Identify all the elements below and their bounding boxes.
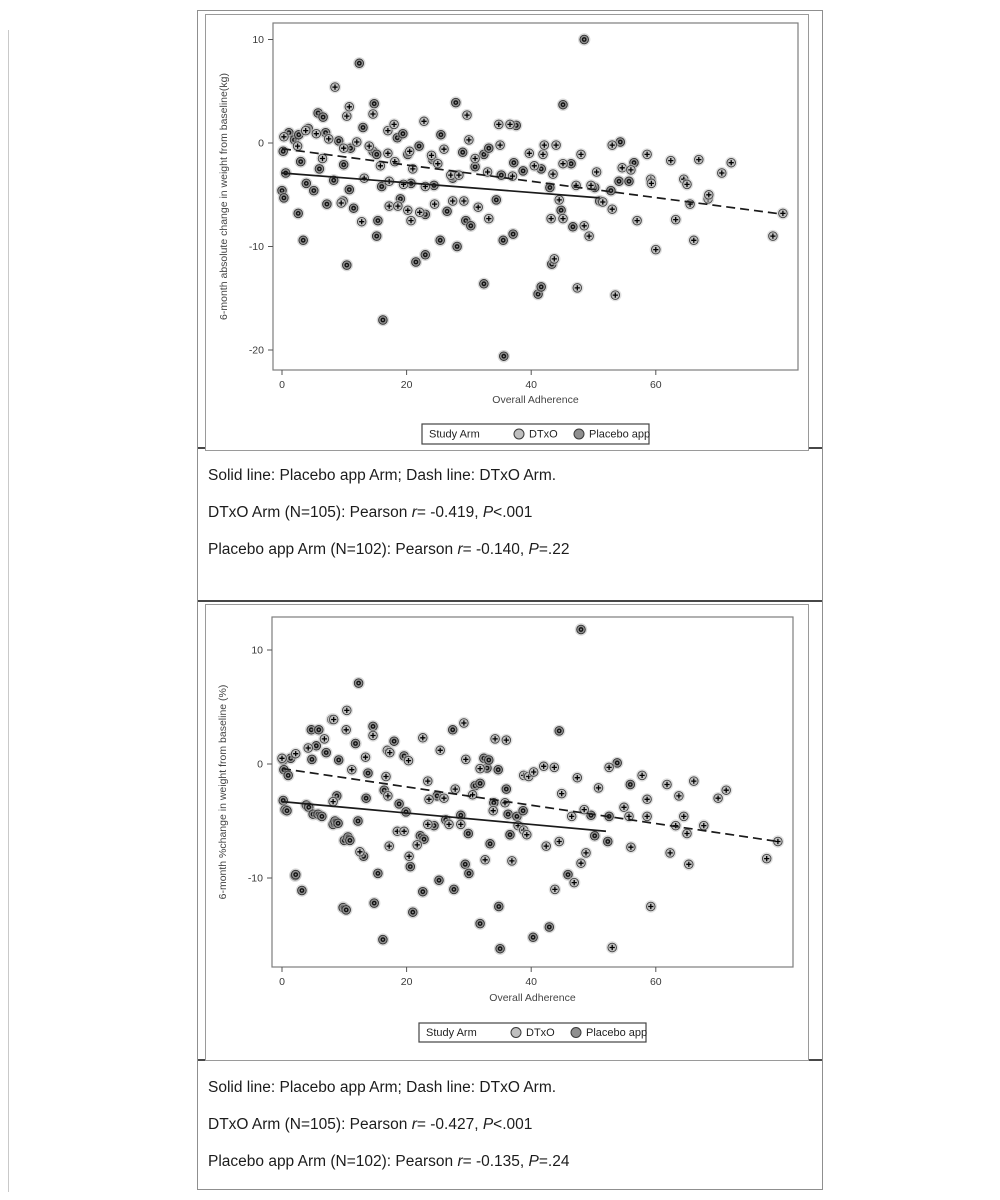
data-point-dtxo xyxy=(528,160,540,172)
x-tick-label: 60 xyxy=(649,379,662,391)
data-point-dtxo xyxy=(540,840,552,852)
data-point-dtxo xyxy=(351,136,363,148)
data-point-dtxo xyxy=(583,230,595,242)
data-point-dtxo xyxy=(625,164,637,176)
legend-marker-dtxo xyxy=(514,429,524,439)
data-point-dtxo xyxy=(494,139,506,151)
data-point-placebo xyxy=(352,815,364,827)
data-point-placebo xyxy=(553,725,565,737)
data-point-placebo xyxy=(316,810,328,822)
legend-title: Study Arm xyxy=(426,1027,477,1039)
data-point-dtxo xyxy=(423,793,435,805)
data-point-dtxo xyxy=(650,243,662,255)
data-point-dtxo xyxy=(716,167,728,179)
data-point-dtxo xyxy=(661,778,673,790)
data-point-placebo xyxy=(357,121,369,133)
data-point-placebo xyxy=(465,220,477,232)
data-point-placebo xyxy=(474,777,486,789)
data-point-dtxo xyxy=(550,139,562,151)
legend-marker-dtxo xyxy=(511,1028,521,1038)
data-point-dtxo xyxy=(641,793,653,805)
data-point-placebo xyxy=(352,677,364,689)
data-point-placebo xyxy=(448,883,460,895)
data-point-placebo xyxy=(508,157,520,169)
data-point-placebo xyxy=(578,33,590,45)
data-point-placebo xyxy=(317,111,329,123)
data-point-dtxo xyxy=(606,203,618,215)
y-tick-label: 10 xyxy=(252,34,264,46)
data-point-dtxo xyxy=(688,234,700,246)
x-tick-label: 60 xyxy=(649,976,662,988)
data-point-placebo xyxy=(278,192,290,204)
x-axis-title: Overall Adherence xyxy=(489,992,576,1004)
data-point-dtxo xyxy=(318,733,330,745)
data-point-placebo xyxy=(527,931,539,943)
data-point-placebo xyxy=(490,194,502,206)
data-point-dtxo xyxy=(404,145,416,157)
data-point-placebo xyxy=(306,753,318,765)
scatter-plot-weight-kg xyxy=(205,14,809,451)
data-point-placebo xyxy=(493,900,505,912)
data-point-dtxo xyxy=(276,752,288,764)
data-point-placebo xyxy=(344,834,356,846)
data-point-dtxo xyxy=(523,147,535,159)
data-point-placebo xyxy=(417,886,429,898)
data-point-dtxo xyxy=(545,212,557,224)
data-point-dtxo xyxy=(458,195,470,207)
data-point-dtxo xyxy=(340,724,352,736)
data-point-dtxo xyxy=(592,782,604,794)
data-point-dtxo xyxy=(641,148,653,160)
data-point-dtxo xyxy=(388,118,400,130)
x-tick-label: 0 xyxy=(279,379,285,391)
data-point-dtxo xyxy=(447,195,459,207)
data-point-dtxo xyxy=(302,742,314,754)
data-point-dtxo xyxy=(414,206,426,218)
data-point-dtxo xyxy=(463,134,475,146)
data-point-placebo xyxy=(308,184,320,196)
data-point-placebo xyxy=(602,835,614,847)
data-point-dtxo xyxy=(328,713,340,725)
caption-line: DTxO Arm (N=105): Pearson r= -0.427, P<.001 xyxy=(208,1116,533,1133)
data-point-placebo xyxy=(295,155,307,167)
data-point-dtxo xyxy=(397,178,409,190)
data-point-dtxo xyxy=(479,854,491,866)
data-point-placebo xyxy=(372,214,384,226)
data-point-placebo xyxy=(377,314,389,326)
data-point-dtxo xyxy=(575,148,587,160)
data-point-dtxo xyxy=(548,253,560,265)
data-point-dtxo xyxy=(703,189,715,201)
data-point-dtxo xyxy=(483,212,495,224)
y-tick-label: 0 xyxy=(258,137,264,150)
data-point-dtxo xyxy=(469,152,481,164)
data-point-dtxo xyxy=(323,133,335,145)
data-point-placebo xyxy=(338,159,350,171)
data-point-dtxo xyxy=(411,839,423,851)
data-point-placebo xyxy=(407,906,419,918)
data-point-dtxo xyxy=(474,762,486,774)
data-point-dtxo xyxy=(521,829,533,841)
data-point-dtxo xyxy=(606,139,618,151)
scatter-plot-weight-pct xyxy=(205,604,809,1061)
data-point-placebo xyxy=(535,281,547,293)
data-point-dtxo xyxy=(568,876,580,888)
data-point-dtxo xyxy=(688,775,700,787)
data-point-dtxo xyxy=(557,212,569,224)
data-point-dtxo xyxy=(428,198,440,210)
plot1-cell xyxy=(198,11,822,449)
y-axis-title: 6-month %change in weight from baseline (%) xyxy=(217,684,229,900)
data-point-placebo xyxy=(321,198,333,210)
data-point-placebo xyxy=(543,921,555,933)
x-tick-label: 0 xyxy=(279,976,285,988)
data-point-dtxo xyxy=(443,818,455,830)
plot2-cell xyxy=(198,602,822,1061)
data-point-placebo xyxy=(451,240,463,252)
data-point-dtxo xyxy=(693,153,705,165)
data-point-dtxo xyxy=(380,770,392,782)
data-point-placebo xyxy=(478,278,490,290)
page-left-border xyxy=(8,30,9,1192)
data-point-placebo xyxy=(447,724,459,736)
data-point-placebo xyxy=(368,897,380,909)
data-point-dtxo xyxy=(538,760,550,772)
x-tick-label: 40 xyxy=(525,379,538,391)
data-point-dtxo xyxy=(354,846,366,858)
y-tick-label: 10 xyxy=(251,644,263,657)
data-point-dtxo xyxy=(363,140,375,152)
data-point-dtxo xyxy=(493,118,505,130)
data-point-dtxo xyxy=(398,825,410,837)
data-point-dtxo xyxy=(500,734,512,746)
data-point-dtxo xyxy=(603,761,615,773)
data-point-dtxo xyxy=(538,139,550,151)
data-point-dtxo xyxy=(346,764,358,776)
data-point-placebo xyxy=(492,764,504,776)
data-point-dtxo xyxy=(665,154,677,166)
data-point-placebo xyxy=(433,874,445,886)
data-point-dtxo xyxy=(506,170,518,182)
data-point-placebo xyxy=(435,129,447,141)
data-point-dtxo xyxy=(767,230,779,242)
data-point-dtxo xyxy=(300,124,312,136)
data-point-dtxo xyxy=(383,840,395,852)
x-tick-label: 20 xyxy=(400,379,413,391)
data-point-placebo xyxy=(495,169,507,181)
data-point-dtxo xyxy=(418,115,430,127)
data-point-dtxo xyxy=(684,198,696,210)
data-point-placebo xyxy=(457,146,469,158)
data-point-placebo xyxy=(353,57,365,69)
data-point-dtxo xyxy=(489,733,501,745)
y-tick-label: 0 xyxy=(257,758,263,771)
y-axis-title: 6-month absolute change in weight from baseline(kg) xyxy=(218,73,230,320)
data-point-dtxo xyxy=(460,753,472,765)
data-point-placebo xyxy=(362,767,374,779)
data-point-dtxo xyxy=(631,214,643,226)
data-point-dtxo xyxy=(419,180,431,192)
data-point-placebo xyxy=(517,165,529,177)
figure-table xyxy=(197,10,823,1190)
data-point-dtxo xyxy=(547,168,559,180)
data-point-placebo xyxy=(360,792,372,804)
data-point-placebo xyxy=(320,746,332,758)
x-axis-title: Overall Adherence xyxy=(492,394,579,406)
data-point-dtxo xyxy=(681,178,693,190)
data-point-dtxo xyxy=(358,172,370,184)
data-point-dtxo xyxy=(580,847,592,859)
legend-label-placebo: Placebo app xyxy=(589,428,651,441)
y-tick-label: -10 xyxy=(248,241,264,253)
data-point-placebo xyxy=(371,230,383,242)
data-point-dtxo xyxy=(556,787,568,799)
data-point-dtxo xyxy=(290,748,302,760)
data-point-dtxo xyxy=(367,729,379,741)
data-point-placebo xyxy=(557,99,569,111)
data-point-placebo xyxy=(483,142,495,154)
legend-title: Study Arm xyxy=(429,428,480,441)
data-point-dtxo xyxy=(367,108,379,120)
data-point-dtxo xyxy=(673,790,685,802)
data-point-dtxo xyxy=(359,751,371,763)
data-point-dtxo xyxy=(343,101,355,113)
data-point-dtxo xyxy=(417,732,429,744)
data-point-dtxo xyxy=(389,155,401,167)
legend-label-dtxo: DTxO xyxy=(526,1027,555,1039)
caption-line: Solid line: Placebo app Arm; Dash line: DTxO Arm. xyxy=(208,1079,557,1096)
data-point-placebo xyxy=(340,904,352,916)
data-point-dtxo xyxy=(461,109,473,121)
data-point-dtxo xyxy=(458,717,470,729)
data-point-placebo xyxy=(332,817,344,829)
data-point-dtxo xyxy=(422,818,434,830)
data-point-dtxo xyxy=(466,789,478,801)
data-point-placebo xyxy=(474,917,486,929)
data-point-dtxo xyxy=(403,850,415,862)
plot-frame xyxy=(273,23,798,370)
data-point-dtxo xyxy=(382,790,394,802)
caption-block-2 xyxy=(198,1061,822,1185)
data-point-placebo xyxy=(419,249,431,261)
data-point-placebo xyxy=(494,943,506,955)
data-point-placebo xyxy=(347,202,359,214)
data-point-dtxo xyxy=(329,81,341,93)
data-point-placebo xyxy=(277,145,289,157)
data-point-dtxo xyxy=(384,746,396,758)
data-point-dtxo xyxy=(278,131,290,143)
data-point-dtxo xyxy=(777,207,789,219)
data-point-dtxo xyxy=(310,128,322,140)
data-point-placebo xyxy=(450,96,462,108)
data-point-placebo xyxy=(333,754,345,766)
y-tick-label: -20 xyxy=(248,344,264,357)
caption-line: Solid line: Placebo app Arm; Dash line: DTxO Arm. xyxy=(208,467,557,484)
data-point-placebo xyxy=(624,778,636,790)
data-point-dtxo xyxy=(356,216,368,228)
data-point-dtxo xyxy=(487,805,499,817)
data-point-dtxo xyxy=(549,883,561,895)
data-point-placebo xyxy=(297,234,309,246)
caption-line: Placebo app Arm (N=102): Pearson r= -0.140, P=.22 xyxy=(208,541,570,558)
data-point-dtxo xyxy=(670,213,682,225)
caption-line: DTxO Arm (N=105): Pearson r= -0.419, P<.001 xyxy=(208,504,533,521)
data-point-placebo xyxy=(281,805,293,817)
legend-label-placebo: Placebo app xyxy=(586,1027,648,1039)
data-point-placebo xyxy=(343,183,355,195)
data-point-placebo xyxy=(507,228,519,240)
data-point-placebo xyxy=(567,221,579,233)
data-point-dtxo xyxy=(402,754,414,766)
data-point-placebo xyxy=(282,769,294,781)
data-point-dtxo xyxy=(571,772,583,784)
data-point-placebo xyxy=(434,234,446,246)
data-point-placebo xyxy=(397,128,409,140)
data-point-placebo xyxy=(341,259,353,271)
data-point-dtxo xyxy=(338,142,350,154)
data-point-dtxo xyxy=(557,158,569,170)
data-point-dtxo xyxy=(683,858,695,870)
data-point-dtxo xyxy=(422,775,434,787)
data-point-dtxo xyxy=(570,179,582,191)
x-tick-label: 20 xyxy=(400,976,413,988)
data-point-dtxo xyxy=(645,177,657,189)
data-point-dtxo xyxy=(625,841,637,853)
data-point-dtxo xyxy=(434,744,446,756)
data-point-dtxo xyxy=(506,855,518,867)
data-point-placebo xyxy=(349,737,361,749)
data-point-placebo xyxy=(372,867,384,879)
data-point-placebo xyxy=(290,868,302,880)
data-point-dtxo xyxy=(548,761,560,773)
data-point-dtxo xyxy=(720,784,732,796)
data-point-dtxo xyxy=(609,289,621,301)
data-point-dtxo xyxy=(335,197,347,209)
data-point-dtxo xyxy=(606,941,618,953)
legend-label-dtxo: DTxO xyxy=(529,428,558,441)
data-point-placebo xyxy=(517,805,529,817)
data-point-dtxo xyxy=(553,835,565,847)
data-point-dtxo xyxy=(571,282,583,294)
data-point-dtxo xyxy=(432,158,444,170)
data-point-dtxo xyxy=(438,143,450,155)
data-point-placebo xyxy=(463,867,475,879)
x-tick-label: 40 xyxy=(525,976,538,988)
data-point-dtxo xyxy=(678,810,690,822)
data-point-dtxo xyxy=(664,847,676,859)
legend-marker-placebo xyxy=(571,1028,581,1038)
legend-marker-placebo xyxy=(574,429,584,439)
data-point-dtxo xyxy=(636,769,648,781)
caption-block-1 xyxy=(198,449,822,602)
data-point-dtxo xyxy=(645,900,657,912)
data-point-dtxo xyxy=(761,852,773,864)
data-point-dtxo xyxy=(455,818,467,830)
data-point-dtxo xyxy=(472,201,484,213)
data-point-placebo xyxy=(296,884,308,896)
data-point-placebo xyxy=(575,623,587,635)
data-point-dtxo xyxy=(504,118,516,130)
data-point-placebo xyxy=(498,350,510,362)
caption-line: Placebo app Arm (N=102): Pearson r= -0.135, P=.24 xyxy=(208,1153,570,1170)
data-point-dtxo xyxy=(641,810,653,822)
data-point-placebo xyxy=(292,207,304,219)
data-point-dtxo xyxy=(725,157,737,169)
data-point-placebo xyxy=(484,838,496,850)
data-point-placebo xyxy=(623,175,635,187)
data-point-dtxo xyxy=(341,704,353,716)
y-tick-label: -10 xyxy=(247,872,263,885)
data-point-placebo xyxy=(377,933,389,945)
data-point-placebo xyxy=(500,783,512,795)
data-point-dtxo xyxy=(590,166,602,178)
